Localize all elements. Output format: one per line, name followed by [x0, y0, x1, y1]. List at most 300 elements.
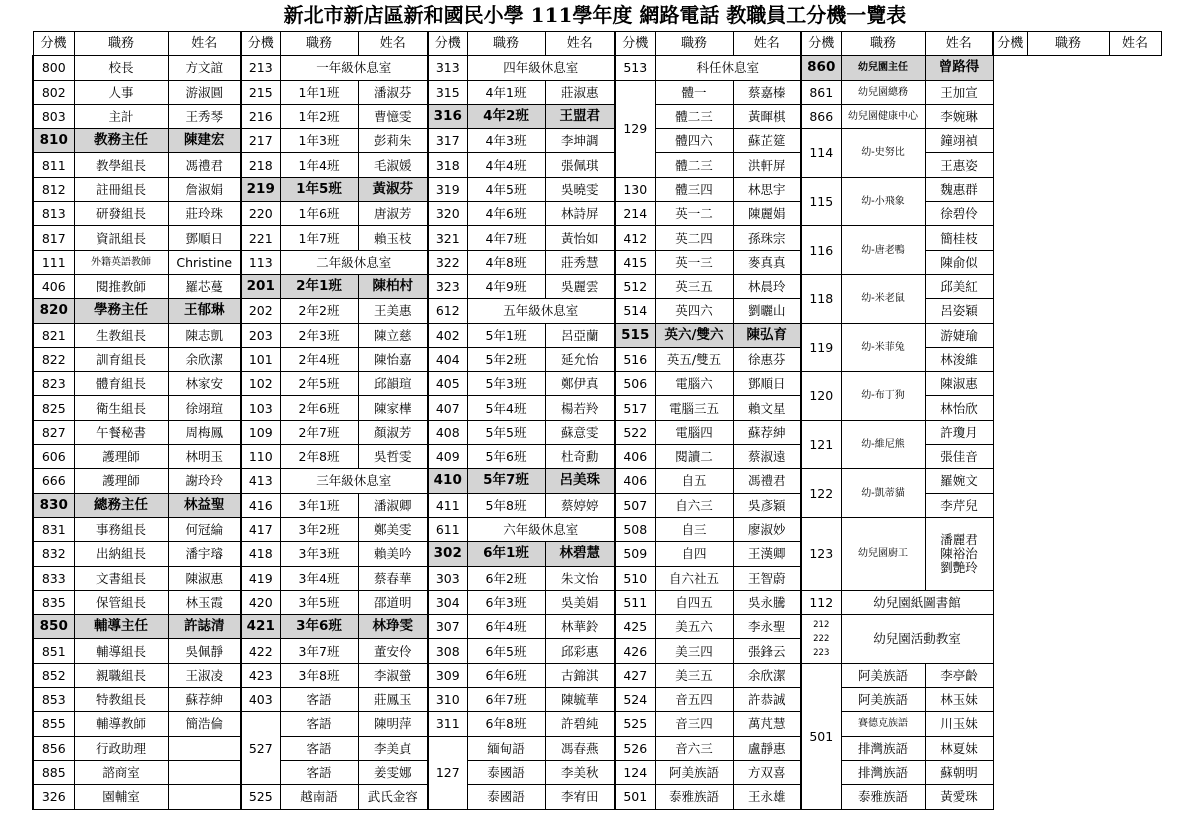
column-header: 職務: [1027, 32, 1109, 56]
extension-number: 103: [241, 396, 280, 420]
staff-name: 邵道明: [358, 590, 428, 614]
staff-name: 陳志凱: [168, 323, 241, 347]
class-name: 幼-史努比: [841, 129, 925, 178]
staff-name: 川玉妹: [925, 712, 993, 736]
column-header: 分機: [241, 32, 280, 56]
job-title: 5年3班: [467, 372, 545, 396]
extension-number: 213: [241, 56, 280, 80]
column-header: 姓名: [168, 32, 241, 56]
table-row: [33, 347, 1161, 371]
staff-name: 徐翊瑄: [168, 396, 241, 420]
job-title: 6年1班: [467, 542, 545, 566]
job-title: 教務主任: [74, 129, 168, 153]
staff-name: 潘淑芬: [358, 80, 428, 104]
staff-name: 馮春燕: [545, 736, 615, 760]
extension-number: 221: [241, 226, 280, 250]
extension-number: 832: [33, 542, 74, 566]
job-title: 2年8班: [280, 445, 358, 469]
staff-name: 李宥田: [545, 785, 615, 809]
staff-name: 邱韻瑄: [358, 372, 428, 396]
staff-name: 萬芃慧: [733, 712, 801, 736]
table-row: [33, 202, 1161, 226]
staff-name: 彭莉朱: [358, 129, 428, 153]
table-row: [33, 80, 1161, 104]
job-title: 閱推教師: [74, 274, 168, 298]
job-title: 體二三: [655, 104, 733, 128]
extension-number: 408: [428, 420, 467, 444]
job-title: 3年7班: [280, 639, 358, 663]
extension-number: 817: [33, 226, 74, 250]
class-name: 幼-維尼熊: [841, 420, 925, 469]
staff-name: 黃暉棋: [733, 104, 801, 128]
extension-number: 851: [33, 639, 74, 663]
staff-name: 李淑螢: [358, 663, 428, 687]
staff-name: 李美秋: [545, 760, 615, 784]
job-title: 音六三: [655, 736, 733, 760]
job-title: 輔導組長: [74, 639, 168, 663]
extension-number: 413: [241, 469, 280, 493]
staff-name: 游婕瑜: [925, 323, 993, 347]
job-title: 6年2班: [467, 566, 545, 590]
extension-number: 513: [615, 56, 655, 80]
table-row: [33, 323, 1161, 347]
class-name: 幼-凱蒂貓: [841, 469, 925, 518]
extension-number: 321: [428, 226, 467, 250]
staff-name: 劉曬山: [733, 299, 801, 323]
job-title: 英二四: [655, 226, 733, 250]
job-title: 6年5班: [467, 639, 545, 663]
staff-name: 吳麗雲: [545, 274, 615, 298]
extension-number: 130: [615, 177, 655, 201]
staff-name: 潘宇璿: [168, 542, 241, 566]
extension-number: 517: [615, 396, 655, 420]
extension-number: 116: [801, 226, 841, 275]
job-title: 排灣族語: [841, 760, 925, 784]
staff-name: 詹淑娟: [168, 177, 241, 201]
staff-name: 簡浩倫: [168, 712, 241, 736]
staff-name: 簡桂枝: [925, 226, 993, 250]
column-header: 姓名: [925, 32, 993, 56]
job-title: 1年7班: [280, 226, 358, 250]
extension-number: 802: [33, 80, 74, 104]
job-title: 資訊組長: [74, 226, 168, 250]
extension-number: 114: [801, 129, 841, 178]
extension-number: 316: [428, 104, 467, 128]
job-title: 校長: [74, 56, 168, 80]
extension-number: 411: [428, 493, 467, 517]
extension-number: 109: [241, 420, 280, 444]
staff-name: 許誌清: [168, 615, 241, 639]
job-title: 親職組長: [74, 663, 168, 687]
extension-number: 102: [241, 372, 280, 396]
staff-name: 黃淑芬: [358, 177, 428, 201]
staff-name: 蔡嘉榛: [733, 80, 801, 104]
staff-name: 董安伶: [358, 639, 428, 663]
job-title: 4年7班: [467, 226, 545, 250]
extension-number: 425: [615, 615, 655, 639]
staff-name: 鐘翊禎: [925, 129, 993, 153]
extension-number: 418: [241, 542, 280, 566]
staff-name: 吳佩靜: [168, 639, 241, 663]
staff-name: 唐淑芳: [358, 202, 428, 226]
room-name: 幼兒園廚工: [841, 517, 925, 590]
extension-number: 123: [801, 517, 841, 590]
extension-number: 611: [428, 517, 467, 541]
staff-name: 方文誼: [168, 56, 241, 80]
job-title: 2年2班: [280, 299, 358, 323]
staff-name: 潘麗君 陳裕治 劉艷玲: [925, 517, 993, 590]
extension-number: 315: [428, 80, 467, 104]
job-title: 客語: [280, 736, 358, 760]
job-title: 體育組長: [74, 372, 168, 396]
table-row: [33, 56, 1161, 80]
column-header: 職務: [280, 32, 358, 56]
job-title: 英四六: [655, 299, 733, 323]
column-header: 職務: [467, 32, 545, 56]
staff-name: 許瓊月: [925, 420, 993, 444]
job-title: 1年4班: [280, 153, 358, 177]
extension-number: 855: [33, 712, 74, 736]
extension-number: 405: [428, 372, 467, 396]
job-title: 3年1班: [280, 493, 358, 517]
job-title: 閱讀二: [655, 445, 733, 469]
staff-name: 陳弘育: [733, 323, 801, 347]
extension-number: 861: [801, 80, 841, 104]
job-title: 4年4班: [467, 153, 545, 177]
job-title: 4年1班: [467, 80, 545, 104]
job-title: 註冊組長: [74, 177, 168, 201]
table-row: [33, 688, 1161, 712]
job-title: 總務主任: [74, 493, 168, 517]
extension-number: 420: [241, 590, 280, 614]
job-title: 4年2班: [467, 104, 545, 128]
staff-name: 莊淑惠: [545, 80, 615, 104]
staff-name: 莊玲珠: [168, 202, 241, 226]
job-title: 生教組長: [74, 323, 168, 347]
room-name: 幼兒園活動教室: [841, 615, 993, 664]
staff-name: 陳怡嘉: [358, 347, 428, 371]
extension-number: 101: [241, 347, 280, 371]
staff-name: 吳曉雯: [545, 177, 615, 201]
staff-name: 李永聖: [733, 615, 801, 639]
job-title: 2年7班: [280, 420, 358, 444]
extension-number: 606: [33, 445, 74, 469]
column-header: 分機: [615, 32, 655, 56]
extension-number: 426: [615, 639, 655, 663]
extension-number: 514: [615, 299, 655, 323]
staff-name: 王永雄: [733, 785, 801, 809]
job-title: 英一二: [655, 202, 733, 226]
extension-number: 830: [33, 493, 74, 517]
staff-name: [168, 785, 241, 809]
staff-name: 林怡欣: [925, 396, 993, 420]
staff-name: 陳麗娟: [733, 202, 801, 226]
staff-name: 毛淑媛: [358, 153, 428, 177]
staff-name: 吳永騰: [733, 590, 801, 614]
extension-number: 852: [33, 663, 74, 687]
extension-number: 216: [241, 104, 280, 128]
extension-number: 833: [33, 566, 74, 590]
extension-number: 822: [33, 347, 74, 371]
extension-number: 111: [33, 250, 74, 274]
job-title: 體二三: [655, 153, 733, 177]
job-title: 音三四: [655, 712, 733, 736]
staff-name: 林明玉: [168, 445, 241, 469]
staff-name: 李芹兒: [925, 493, 993, 517]
staff-name: 盧靜惠: [733, 736, 801, 760]
staff-name: 李坤調: [545, 129, 615, 153]
job-title: 英六/雙六: [655, 323, 733, 347]
table-row: [33, 517, 1161, 541]
extension-number: 402: [428, 323, 467, 347]
extension-number: 127: [428, 736, 467, 809]
job-title: 音五四: [655, 688, 733, 712]
extension-number: 417: [241, 517, 280, 541]
extension-number: 112: [801, 590, 841, 614]
column-header: 分機: [428, 32, 467, 56]
job-title: 2年6班: [280, 396, 358, 420]
extension-number: 218: [241, 153, 280, 177]
staff-name: 王智蔚: [733, 566, 801, 590]
extension-number: 214: [615, 202, 655, 226]
extension-number: 810: [33, 129, 74, 153]
staff-name: 羅芯蔓: [168, 274, 241, 298]
staff-name: 麥真真: [733, 250, 801, 274]
staff-name: 王美惠: [358, 299, 428, 323]
extension-number: 825: [33, 396, 74, 420]
job-title: 自六三: [655, 493, 733, 517]
class-name: 幼-唐老鴨: [841, 226, 925, 275]
job-title: 諮商室: [74, 760, 168, 784]
extension-number: 122: [801, 469, 841, 518]
job-title: 1年2班: [280, 104, 358, 128]
extension-number: 406: [615, 445, 655, 469]
extension-number: 302: [428, 542, 467, 566]
extension-number: 202: [241, 299, 280, 323]
job-title: 阿美族語: [655, 760, 733, 784]
extension-number: 821: [33, 323, 74, 347]
job-title: 美五六: [655, 615, 733, 639]
staff-name: 莊鳳玉: [358, 688, 428, 712]
extension-number: 508: [615, 517, 655, 541]
room-name: 一年級休息室: [280, 56, 428, 80]
job-title: 電腦六: [655, 372, 733, 396]
extension-number: 219: [241, 177, 280, 201]
staff-name: 陳立慈: [358, 323, 428, 347]
staff-name: 陳柏村: [358, 274, 428, 298]
job-title: 電腦三五: [655, 396, 733, 420]
extension-number: 811: [33, 153, 74, 177]
room-name: 四年級休息室: [467, 56, 615, 80]
extension-number: 501: [615, 785, 655, 809]
job-title: 阿美族語: [841, 663, 925, 687]
extension-number: 303: [428, 566, 467, 590]
table-row: [33, 226, 1161, 250]
extension-number: 416: [241, 493, 280, 517]
extension-number: 835: [33, 590, 74, 614]
job-title: 行政助理: [74, 736, 168, 760]
extension-number: 308: [428, 639, 467, 663]
staff-name: 方双喜: [733, 760, 801, 784]
staff-name: 王惠姿: [925, 153, 993, 177]
staff-name: 鄭伊真: [545, 372, 615, 396]
job-title: 美三四: [655, 639, 733, 663]
extension-number: 309: [428, 663, 467, 687]
page-title: 新北市新店區新和國民小學 111學年度 網路電話 教職員工分機一覽表: [283, 3, 907, 27]
extension-number: 515: [615, 323, 655, 347]
staff-name: 蘇朝明: [925, 760, 993, 784]
job-title: 排灣族語: [841, 736, 925, 760]
extension-number: 524: [615, 688, 655, 712]
job-title: 3年4班: [280, 566, 358, 590]
staff-name: 周梅鳳: [168, 420, 241, 444]
extension-number: 313: [428, 56, 467, 80]
staff-name: 林家安: [168, 372, 241, 396]
staff-name: 林浚維: [925, 347, 993, 371]
job-title: 輔導主任: [74, 615, 168, 639]
extension-number: 311: [428, 712, 467, 736]
staff-name: 蔡淑遠: [733, 445, 801, 469]
job-title: 泰國語: [467, 785, 545, 809]
extension-number: 120: [801, 372, 841, 421]
extension-number: 820: [33, 299, 74, 323]
job-title: 4年6班: [467, 202, 545, 226]
job-title: 5年7班: [467, 469, 545, 493]
extension-number: 800: [33, 56, 74, 80]
table-row: [33, 104, 1161, 128]
extension-number: 526: [615, 736, 655, 760]
staff-name: Christine: [168, 250, 241, 274]
staff-name: 張鋒云: [733, 639, 801, 663]
class-name: 幼-小飛象: [841, 177, 925, 226]
job-title: 教學組長: [74, 153, 168, 177]
staff-name: 林益聖: [168, 493, 241, 517]
job-title: 4年3班: [467, 129, 545, 153]
extension-number: 220: [241, 202, 280, 226]
job-title: 2年5班: [280, 372, 358, 396]
staff-name: 林玉霞: [168, 590, 241, 614]
job-title: 體四六: [655, 129, 733, 153]
staff-name: 許恭誠: [733, 688, 801, 712]
extension-number: 410: [428, 469, 467, 493]
extension-number: 317: [428, 129, 467, 153]
staff-name: 王漢卿: [733, 542, 801, 566]
extension-number: 850: [33, 615, 74, 639]
job-title: 出納組長: [74, 542, 168, 566]
staff-name: 杜奇勳: [545, 445, 615, 469]
staff-name: 吳哲雯: [358, 445, 428, 469]
staff-name: 蘇荐紳: [733, 420, 801, 444]
staff-name: 顏淑芳: [358, 420, 428, 444]
extension-number: 527: [241, 712, 280, 785]
extension-number: 506: [615, 372, 655, 396]
job-title: 3年5班: [280, 590, 358, 614]
job-title: 事務組長: [74, 517, 168, 541]
extension-number: 419: [241, 566, 280, 590]
job-title: 越南語: [280, 785, 358, 809]
job-title: 2年4班: [280, 347, 358, 371]
job-title: 6年3班: [467, 590, 545, 614]
staff-name: 蘇芷筵: [733, 129, 801, 153]
extension-number: 119: [801, 323, 841, 372]
extension-number: 212 222 223: [801, 615, 841, 664]
job-title: 賽德克族語: [841, 712, 925, 736]
staff-name: 黃愛珠: [925, 785, 993, 809]
job-title: 5年2班: [467, 347, 545, 371]
staff-name: 徐碧伶: [925, 202, 993, 226]
staff-name: 王淑凌: [168, 663, 241, 687]
job-title: 自五: [655, 469, 733, 493]
extension-number: 507: [615, 493, 655, 517]
job-title: 主計: [74, 104, 168, 128]
job-title: 保管組長: [74, 590, 168, 614]
staff-name: 曹憶雯: [358, 104, 428, 128]
column-header: 分機: [33, 32, 74, 56]
job-title: 3年2班: [280, 517, 358, 541]
staff-name: 王加宣: [925, 80, 993, 104]
job-title: 英三五: [655, 274, 733, 298]
extension-number: 115: [801, 177, 841, 226]
extension-number: 510: [615, 566, 655, 590]
job-title: 英一三: [655, 250, 733, 274]
job-title: 泰雅族語: [841, 785, 925, 809]
room-name: 科任休息室: [655, 56, 801, 80]
column-header: 姓名: [733, 32, 801, 56]
table-row: [33, 396, 1161, 420]
staff-name: 陳建宏: [168, 129, 241, 153]
staff-name: 馮禮君: [168, 153, 241, 177]
staff-name: 姜雯娜: [358, 760, 428, 784]
extension-number: 501: [801, 663, 841, 809]
job-title: 體三四: [655, 177, 733, 201]
staff-name: 賴美吟: [358, 542, 428, 566]
staff-name: 蔡春華: [358, 566, 428, 590]
job-title: 1年6班: [280, 202, 358, 226]
staff-name: 蔡婷婷: [545, 493, 615, 517]
job-title: 客語: [280, 712, 358, 736]
extension-number: 803: [33, 104, 74, 128]
job-title: 5年5班: [467, 420, 545, 444]
job-title: 護理師: [74, 445, 168, 469]
extension-number: 522: [615, 420, 655, 444]
staff-name: 鄧順日: [733, 372, 801, 396]
job-title: 英五/雙五: [655, 347, 733, 371]
extension-number: 421: [241, 615, 280, 639]
table-row: [33, 153, 1161, 177]
job-title: 3年8班: [280, 663, 358, 687]
job-title: 6年8班: [467, 712, 545, 736]
job-title: 自三: [655, 517, 733, 541]
staff-name: 王秀琴: [168, 104, 241, 128]
job-title: 5年4班: [467, 396, 545, 420]
extension-number: 415: [615, 250, 655, 274]
staff-name: 林碧慧: [545, 542, 615, 566]
job-title: 1年5班: [280, 177, 358, 201]
staff-name: 羅婉文: [925, 469, 993, 493]
staff-name: 林華鈴: [545, 615, 615, 639]
job-title: 幼兒園總務: [841, 80, 925, 104]
room-name: 二年級休息室: [280, 250, 428, 274]
extension-number: 525: [241, 785, 280, 809]
extension-number: 812: [33, 177, 74, 201]
extension-number: 866: [801, 104, 841, 128]
job-title: 客語: [280, 760, 358, 784]
job-title: 園輔室: [74, 785, 168, 809]
table-row: [33, 785, 1161, 809]
extension-number: 310: [428, 688, 467, 712]
extension-number: 511: [615, 590, 655, 614]
staff-name: 陳毓華: [545, 688, 615, 712]
